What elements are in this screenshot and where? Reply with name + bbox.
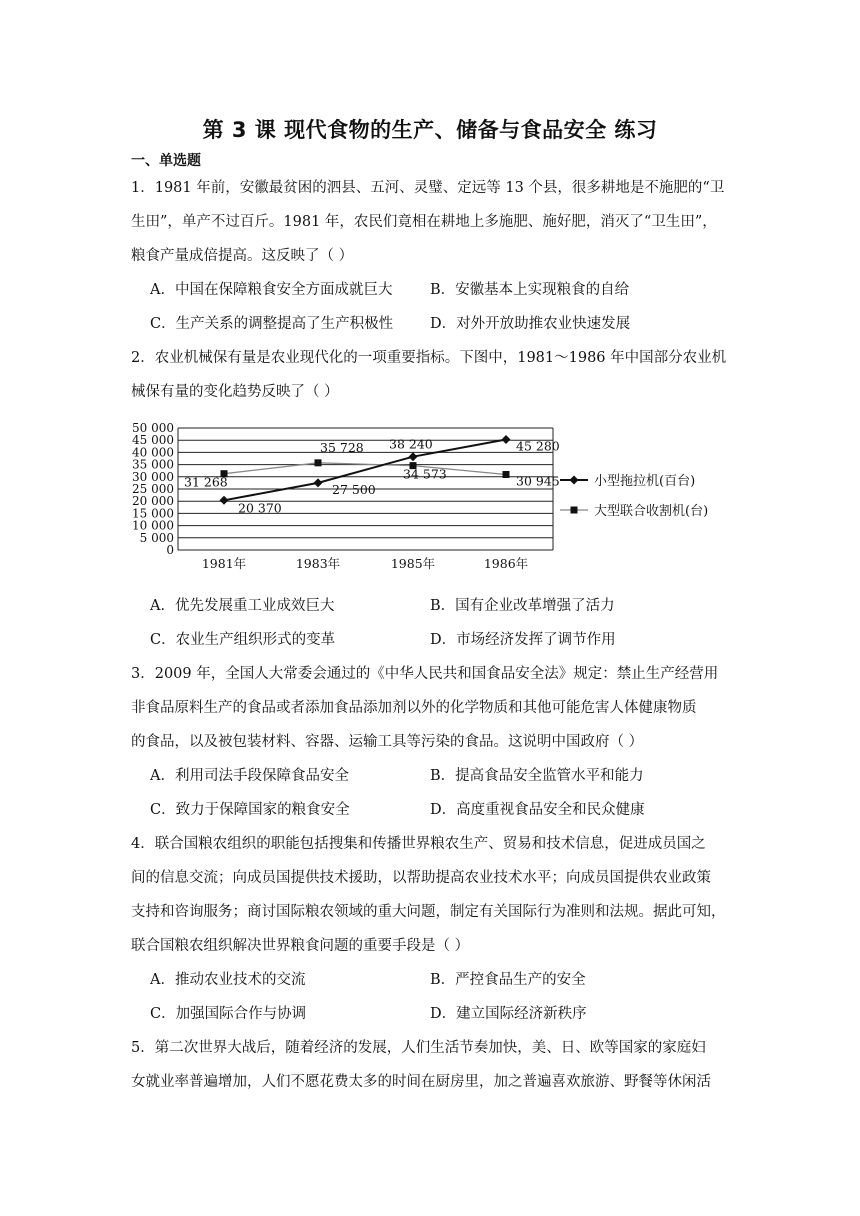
y-tick-label: 15 000 bbox=[132, 506, 174, 521]
y-tick-label: 45 000 bbox=[132, 433, 174, 448]
section-heading: 一、单选题 bbox=[131, 153, 201, 169]
question-3-line-3: 的食品，以及被包装材料、容器、运输工具等污染的食品。这说明中国政府（ ） bbox=[131, 734, 644, 750]
question-3-line-2: 非食品原料生产的食品或者添加食品添加剂以外的化学物质和其他可能危害人体健康物质 bbox=[131, 700, 697, 716]
page-title: 第 3 课 现代食物的生产、储备与食品安全 练习 bbox=[202, 118, 658, 142]
x-tick-label: 1981年 bbox=[201, 556, 247, 571]
question-4-option-d[interactable]: D．建立国际经济新秩序 bbox=[430, 1006, 587, 1022]
y-tick-label: 40 000 bbox=[132, 445, 174, 460]
y-tick-label: 10 000 bbox=[132, 518, 174, 533]
data-label: 30 945 bbox=[516, 473, 560, 489]
y-tick-label: 5 000 bbox=[139, 530, 174, 545]
question-4-line-4: 联合国粮农组织解决世界粮食问题的重要手段是（ ） bbox=[131, 938, 470, 954]
legend-label: 大型联合收割机(台) bbox=[594, 504, 709, 519]
question-1-option-c[interactable]: C．生产关系的调整提高了生产积极性 bbox=[150, 316, 394, 332]
x-tick-label: 1983年 bbox=[295, 556, 341, 571]
y-tick-label: 0 bbox=[166, 543, 174, 557]
data-label: 27 500 bbox=[332, 481, 376, 497]
question-4-line-1: 4．联合国粮农组织的职能包括搜集和传播世界粮农生产、贸易和技术信息，促进成员国之 bbox=[131, 836, 706, 852]
question-3-line-1: 3．2009 年，全国人大常委会通过的《中华人民共和国食品安全法》规定：禁止生产经营用 bbox=[131, 666, 719, 682]
question-4-option-b[interactable]: B．严控食品生产的安全 bbox=[430, 972, 586, 988]
data-label: 34 573 bbox=[403, 466, 447, 482]
y-tick-label: 20 000 bbox=[132, 494, 174, 509]
question-5-line-2: 女就业率普遍增加，人们不愿花费太多的时间在厨房里，加之普遍喜欢旅游、野餐等休闲活 bbox=[131, 1074, 711, 1090]
data-label: 45 280 bbox=[516, 438, 560, 454]
diamond-marker bbox=[314, 478, 323, 487]
data-label: 20 370 bbox=[238, 500, 282, 516]
data-label: 31 268 bbox=[184, 474, 228, 490]
y-tick-label: 35 000 bbox=[132, 457, 174, 472]
diamond-marker bbox=[409, 452, 418, 461]
question-3-option-a[interactable]: A．利用司法手段保障食品安全 bbox=[150, 768, 349, 784]
legend-diamond-marker bbox=[570, 476, 579, 485]
question-1-line-1: 1．1981 年前，安徽最贫困的泗县、五河、灵璧、定远等 13 个县，很多耕地是不施肥的“卫 bbox=[131, 180, 725, 196]
question-1-option-d[interactable]: D．对外开放助推农业快速发展 bbox=[430, 316, 631, 332]
diamond-marker bbox=[220, 496, 229, 505]
question-1-line-2: 生田”，单产不过百斤。1981 年，农民们竟相在耕地上多施肥、施好肥，消灭了“卫生田”， bbox=[131, 214, 717, 230]
question-2-line-1: 2．农业机械保有量是农业现代化的一项重要指标。下图中，1981～1986 年中国部分农业机 bbox=[131, 350, 727, 366]
y-tick-label: 30 000 bbox=[132, 469, 174, 484]
y-tick-label: 50 000 bbox=[132, 421, 174, 435]
data-label: 35 728 bbox=[320, 439, 364, 455]
square-marker bbox=[503, 471, 510, 478]
question-1-option-a[interactable]: A．中国在保障粮食安全方面成就巨大 bbox=[150, 282, 393, 298]
question-5-line-1: 5．第二次世界大战后，随着经济的发展，人们生活节奏加快，美、日、欧等国家的家庭妇 bbox=[131, 1040, 706, 1056]
question-3-option-d[interactable]: D．高度重视食品安全和民众健康 bbox=[430, 802, 645, 818]
question-3-option-b[interactable]: B．提高食品安全监管水平和能力 bbox=[430, 768, 644, 784]
question-4-option-c[interactable]: C．加强国际合作与协调 bbox=[150, 1006, 307, 1022]
question-2-option-b[interactable]: B．国有企业改革增强了活力 bbox=[430, 598, 615, 614]
question-2-line-2: 械保有量的变化趋势反映了（ ） bbox=[131, 384, 339, 400]
question-2-option-c[interactable]: C．农业生产组织形式的变革 bbox=[150, 632, 336, 648]
y-tick-label: 25 000 bbox=[132, 482, 174, 496]
question-1-option-b[interactable]: B．安徽基本上实现粮食的自给 bbox=[430, 282, 630, 298]
x-tick-label: 1985年 bbox=[390, 556, 436, 571]
diamond-marker bbox=[502, 435, 511, 444]
x-tick-label: 1986年 bbox=[483, 556, 529, 571]
question-4-line-2: 间的信息交流；向成员国提供技术援助，以帮助提高农业技术水平；向成员国提供农业政策 bbox=[131, 870, 711, 886]
question-4-line-3: 支持和咨询服务；商讨国际粮农领域的重大问题，制定有关国际行为准则和法规。据此可知， bbox=[131, 904, 726, 920]
question-2-option-d[interactable]: D．市场经济发挥了调节作用 bbox=[430, 632, 616, 648]
question-4-option-a[interactable]: A．推动农业技术的交流 bbox=[150, 972, 306, 988]
legend-square-marker bbox=[571, 507, 578, 514]
square-marker bbox=[315, 459, 322, 466]
question-3-option-c[interactable]: C．致力于保障国家的粮食安全 bbox=[150, 802, 350, 818]
farm-machinery-line-chart bbox=[128, 418, 738, 580]
question-2-option-a[interactable]: A．优先发展重工业成效巨大 bbox=[150, 598, 335, 614]
question-1-line-3: 粮食产量成倍提高。这反映了（ ） bbox=[131, 248, 354, 264]
legend-label: 小型拖拉机(百台) bbox=[594, 474, 696, 489]
data-label: 38 240 bbox=[389, 436, 433, 452]
